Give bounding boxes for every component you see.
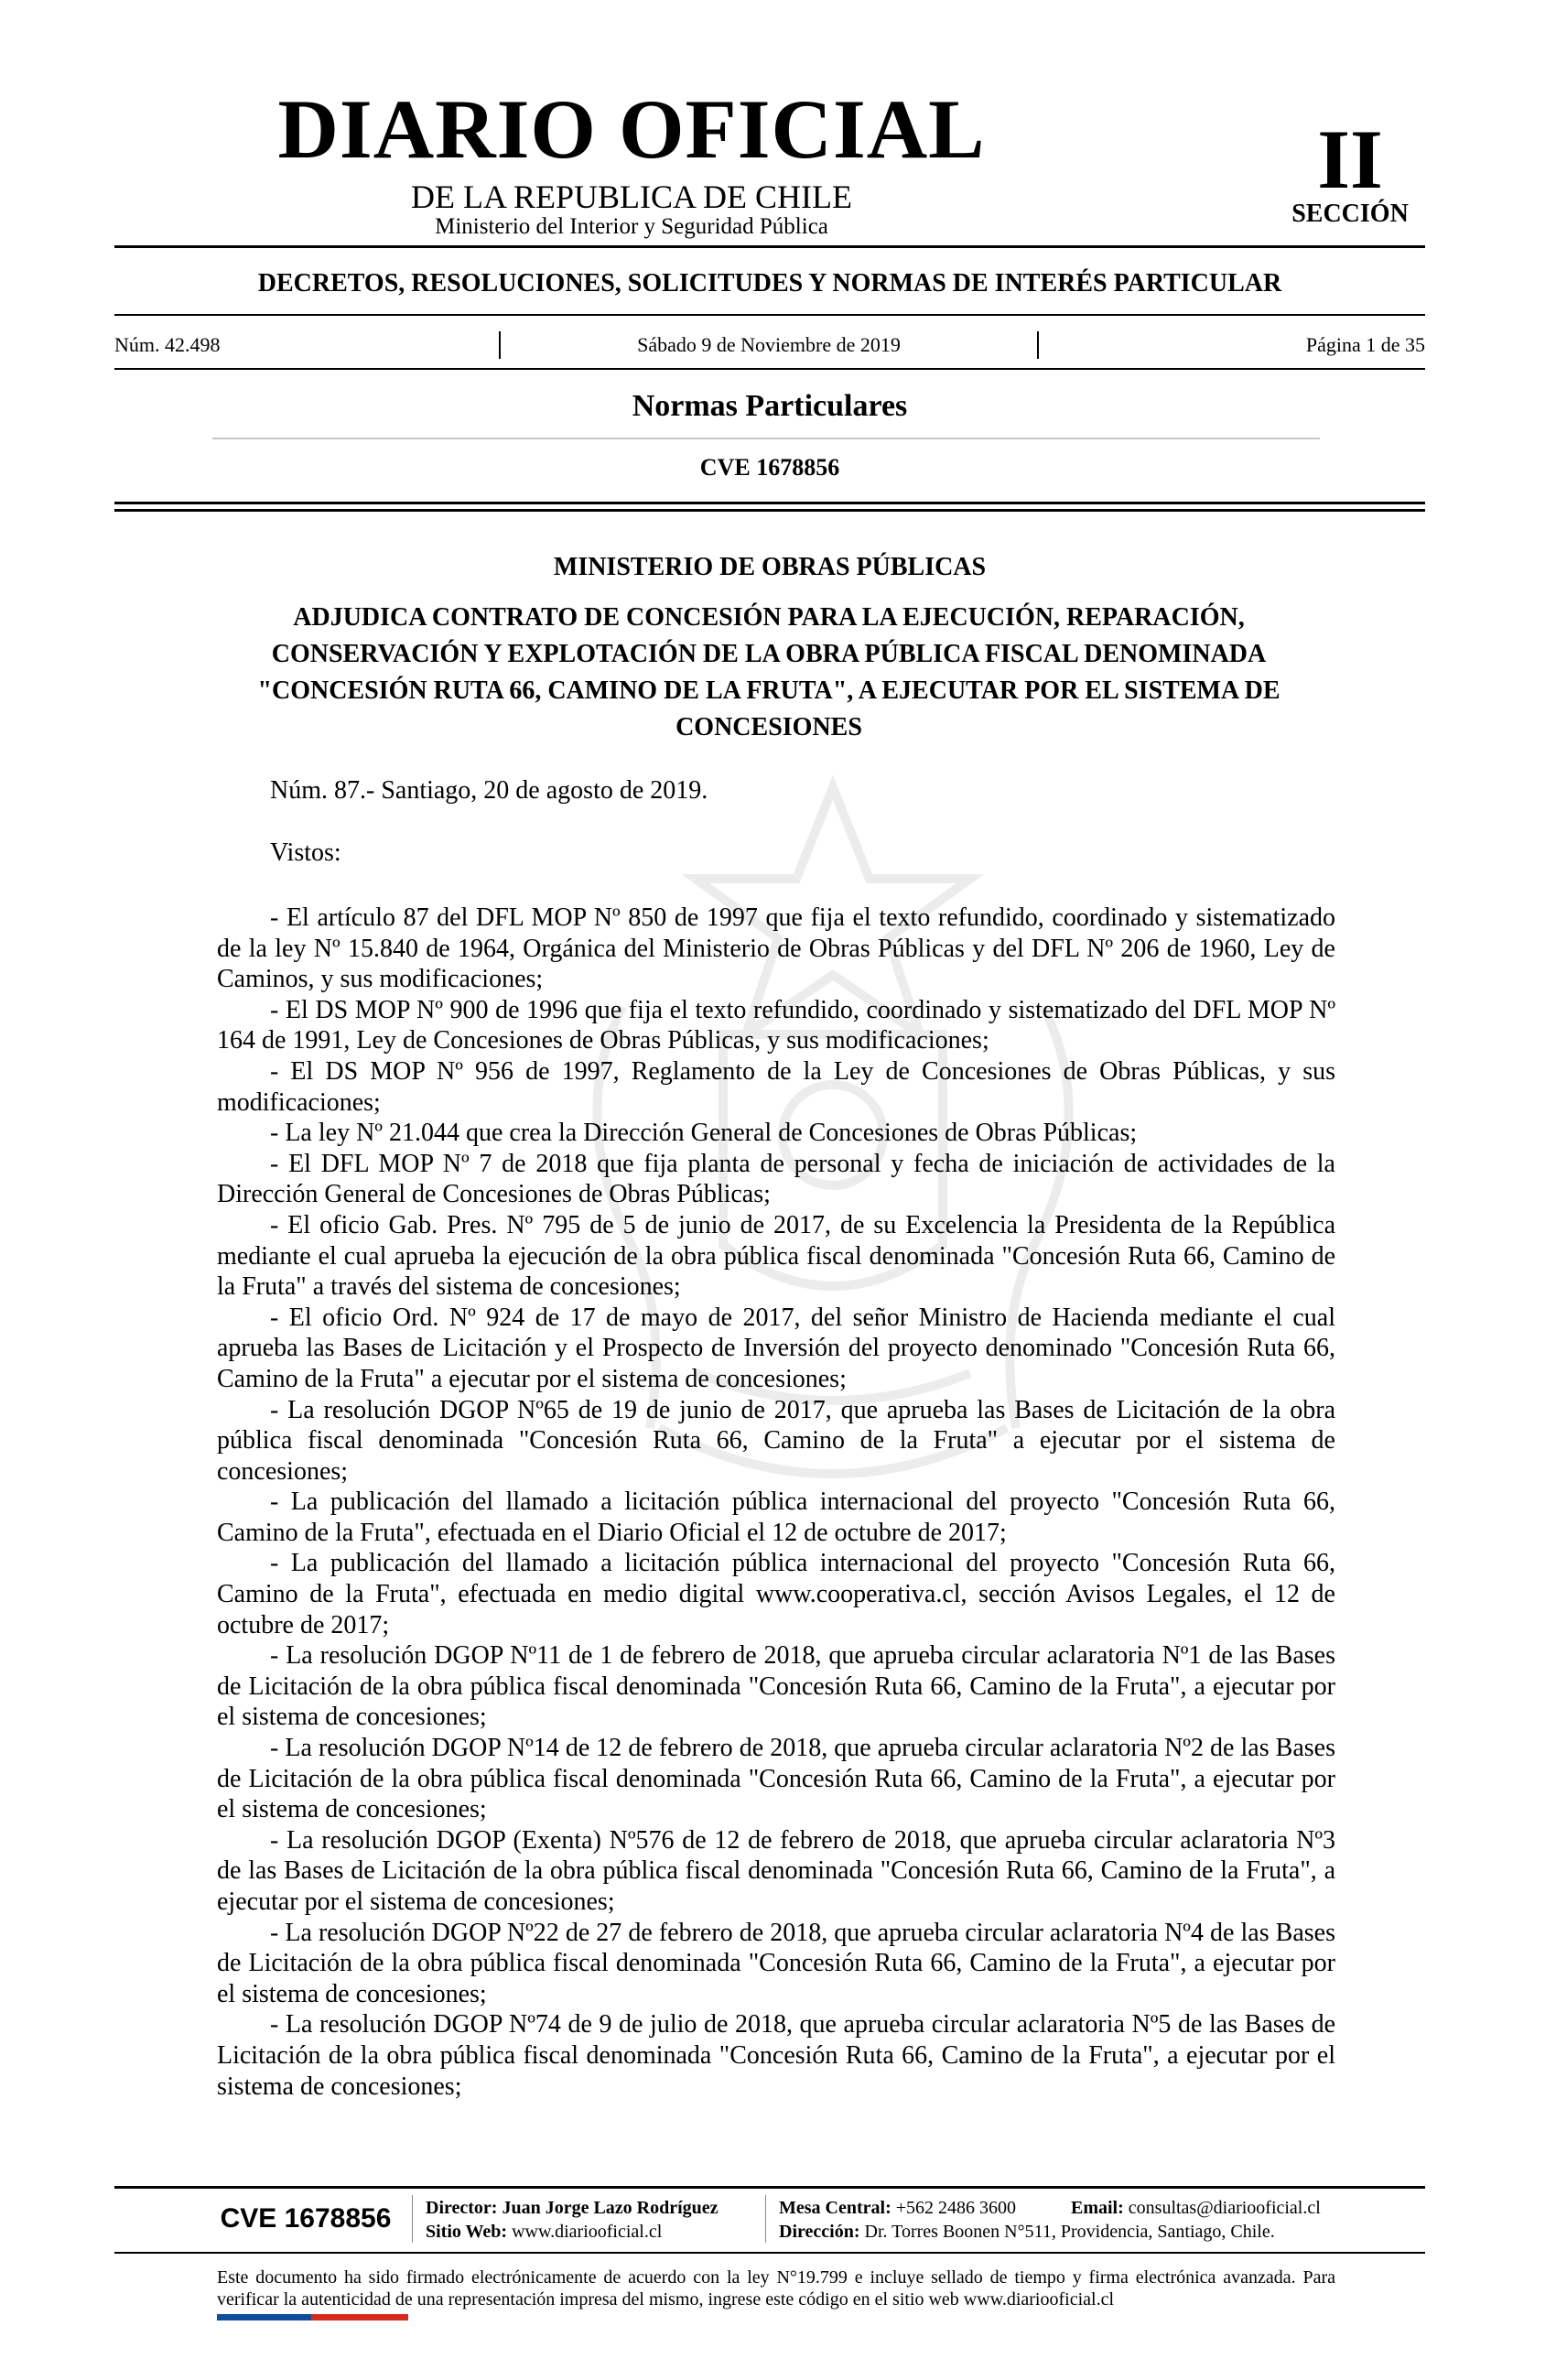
- decree-number-date: Núm. 87.- Santiago, 20 de agosto de 2019.: [270, 776, 708, 805]
- vistos-item: - La resolución DGOP Nº11 de 1 de febrero de 2018, que aprueba circular aclaratoria Nº1 de las Bases de Licitación de la obra pública fiscal denominada "Concesión Ruta 66, Camino de la Fruta", a ejecutar por el sistema de concesiones;: [217, 1641, 1335, 1732]
- footer-email: [1071, 2199, 1321, 2217]
- vistos-list: [217, 903, 1335, 2102]
- issue-divider: [1037, 331, 1039, 359]
- vistos-item: - La publicación del llamado a licitación pública internacional del proyecto "Concesión Ruta 66, Camino de la Fruta", efectuada en medio digital www.cooperativa.cl, sección Avisos Legales, el 12 de octubre de 2017;: [217, 1549, 1335, 1639]
- masthead-rule: [114, 245, 1425, 248]
- issue-rule: [114, 368, 1425, 370]
- email-label: Email:: [1071, 2198, 1124, 2218]
- director-name: Juan Jorge Lazo Rodríguez: [502, 2198, 719, 2218]
- vistos-item: - El oficio Ord. Nº 924 de 17 de mayo de 2017, del señor Ministro de Hacienda mediante el cual aprueba las Bases de Licitación y el Prospecto de Inversión del proyecto denominado "Concesión Ruta 66, Camino de la Fruta" a ejecutar por el sistema de concesiones;: [217, 1303, 1335, 1393]
- phone-value: +562 2486 3600: [895, 2198, 1017, 2218]
- footer-cve-code: CVE 1678856: [220, 2203, 392, 2234]
- footer-rule: [114, 2252, 1425, 2254]
- banner-rule: [114, 314, 1425, 316]
- section-title: Normas Particulares: [632, 389, 908, 423]
- section-number: II: [1317, 113, 1383, 206]
- website-link[interactable]: www.diariooficial.cl: [512, 2222, 663, 2242]
- double-rule-top: [114, 502, 1425, 504]
- publisher-ministry: Ministerio del Interior y Seguridad Pública: [435, 214, 828, 239]
- vistos-item: - El oficio Gab. Pres. Nº 795 de 5 de junio de 2017, de su Excelencia la Presidenta de la República mediante el cual aprueba la ejecución de la obra pública fiscal denominada "Concesión Ruta 66, Camino de la Fruta" a través del sistema de concesiones;: [217, 1210, 1335, 1302]
- vistos-item: - El DFL MOP Nº 7 de 2018 que fija planta de personal y fecha de iniciación de actividades de la Dirección General de Concesiones de Obras Públicas;: [217, 1149, 1335, 1209]
- issue-number: Núm. 42.498: [114, 333, 221, 356]
- newspaper-subtitle: DE LA REPUBLICA DE CHILE: [411, 178, 852, 215]
- signature-disclaimer: Este documento ha sido firmado electrónicamente de acuerdo con la ley N°19.799 e incluye sellado de tiempo y firma electrónica avanzada. Para verificar la autenticidad de una representación impresa del mismo, ingrese este código en el sitio web www.diariooficial.cl: [217, 2267, 1335, 2310]
- vistos-item: - La ley Nº 21.044 que crea la Dirección General de Concesiones de Obras Públicas;: [270, 1119, 1138, 1148]
- footer-director: [426, 2199, 719, 2217]
- section-label: SECCIÓN: [1291, 200, 1409, 228]
- vistos-item: - El DS MOP Nº 956 de 1997, Reglamento de la Ley de Concesiones de Obras Públicas, y sus modificaciones;: [217, 1056, 1335, 1117]
- flag-stripe-red: [311, 2314, 408, 2320]
- flag-stripe-blue: [217, 2314, 311, 2320]
- decree-title: ADJUDICA CONTRATO DE CONCESIÓN PARA LA EJECUCIÓN, REPARACIÓN, CONSERVACIÓN Y EXPLOTACIÓN DE LA OBRA PÚBLICA FISCAL DENOMINADA "CONCESIÓN RUTA 66, CAMINO DE LA FRUTA", A EJECUTAR POR EL SISTEMA DE CONCESIONES: [257, 603, 1280, 741]
- vistos-item: - El artículo 87 del DFL MOP Nº 850 de 1997 que fija el texto refundido, coordinado y sistematizado de la ley Nº 15.840 de 1964, Orgánica del Ministerio de Obras Públicas y del DFL Nº 206 de 1960, Ley de Caminos, y sus modificaciones;: [217, 903, 1335, 994]
- vistos-item: - La resolución DGOP (Exenta) Nº576 de 12 de febrero de 2018, que aprueba circular aclaratoria Nº3 de las Bases de Licitación de la obra pública fiscal denominada "Concesión Ruta 66, Camino de la Fruta", a ejecutar por el sistema de concesiones;: [217, 1825, 1335, 1916]
- page-indicator: Página 1 de 35: [1305, 333, 1425, 356]
- footer-divider: [412, 2195, 413, 2243]
- double-rule-bottom: [114, 509, 1425, 512]
- vistos-item: - El DS MOP Nº 900 de 1996 que fija el texto refundido, coordinado y sistematizado del DFL MOP Nº 164 de 1991, Ley de Concesiones de Obras Públicas, y sus modificaciones;: [217, 995, 1335, 1055]
- footer-phone: [779, 2199, 1016, 2217]
- vistos-heading: Vistos:: [270, 838, 341, 867]
- vistos-item: - La resolución DGOP Nº65 de 19 de junio de 2017, que aprueba las Bases de Licitación de la obra pública fiscal denominada "Concesión Ruta 66, Camino de la Fruta" a ejecutar por el sistema de concesiones;: [217, 1395, 1335, 1486]
- section-title-underline: [212, 438, 1320, 439]
- email-link[interactable]: consultas@diariooficial.cl: [1128, 2198, 1321, 2218]
- vistos-item: - La resolución DGOP Nº14 de 12 de febrero de 2018, que aprueba circular aclaratoria Nº2 de las Bases de Licitación de la obra pública fiscal denominada "Concesión Ruta 66, Camino de la Fruta", a ejecutar por el sistema de concesiones;: [217, 1734, 1335, 1824]
- section-banner: DECRETOS, RESOLUCIONES, SOLICITUDES Y NORMAS DE INTERÉS PARTICULAR: [257, 269, 1282, 298]
- address-value: Dr. Torres Boonen N°511, Providencia, Santiago, Chile.: [864, 2222, 1275, 2242]
- footer-address: [779, 2223, 1275, 2241]
- cve-code: CVE 1678856: [699, 454, 840, 481]
- footer-website: [426, 2223, 662, 2241]
- newspaper-title: DIARIO OFICIAL: [277, 82, 986, 176]
- footer-divider: [765, 2195, 766, 2243]
- footer-rule: [114, 2186, 1425, 2189]
- website-label: Sitio Web:: [426, 2222, 508, 2242]
- director-label: Director:: [426, 2198, 498, 2218]
- vistos-item: - La resolución DGOP Nº74 de 9 de julio de 2018, que aprueba circular aclaratoria Nº5 de las Bases de Licitación de la obra pública fiscal denominada "Concesión Ruta 66, Camino de la Fruta", a ejecutar por el sistema de concesiones;: [217, 2010, 1335, 2101]
- issuing-ministry: MINISTERIO DE OBRAS PÚBLICAS: [553, 553, 987, 581]
- issue-date: Sábado 9 de Noviembre de 2019: [637, 333, 901, 356]
- vistos-item: - La publicación del llamado a licitación pública internacional del proyecto "Concesión Ruta 66, Camino de la Fruta", efectuada en el Diario Oficial el 12 de octubre de 2017;: [217, 1488, 1335, 1547]
- address-label: Dirección:: [779, 2222, 860, 2242]
- phone-label: Mesa Central:: [779, 2198, 891, 2218]
- vistos-item: - La resolución DGOP Nº22 de 27 de febrero de 2018, que aprueba circular aclaratoria Nº4 de las Bases de Licitación de la obra pública fiscal denominada "Concesión Ruta 66, Camino de la Fruta", a ejecutar por el sistema de concesiones;: [217, 1918, 1335, 2008]
